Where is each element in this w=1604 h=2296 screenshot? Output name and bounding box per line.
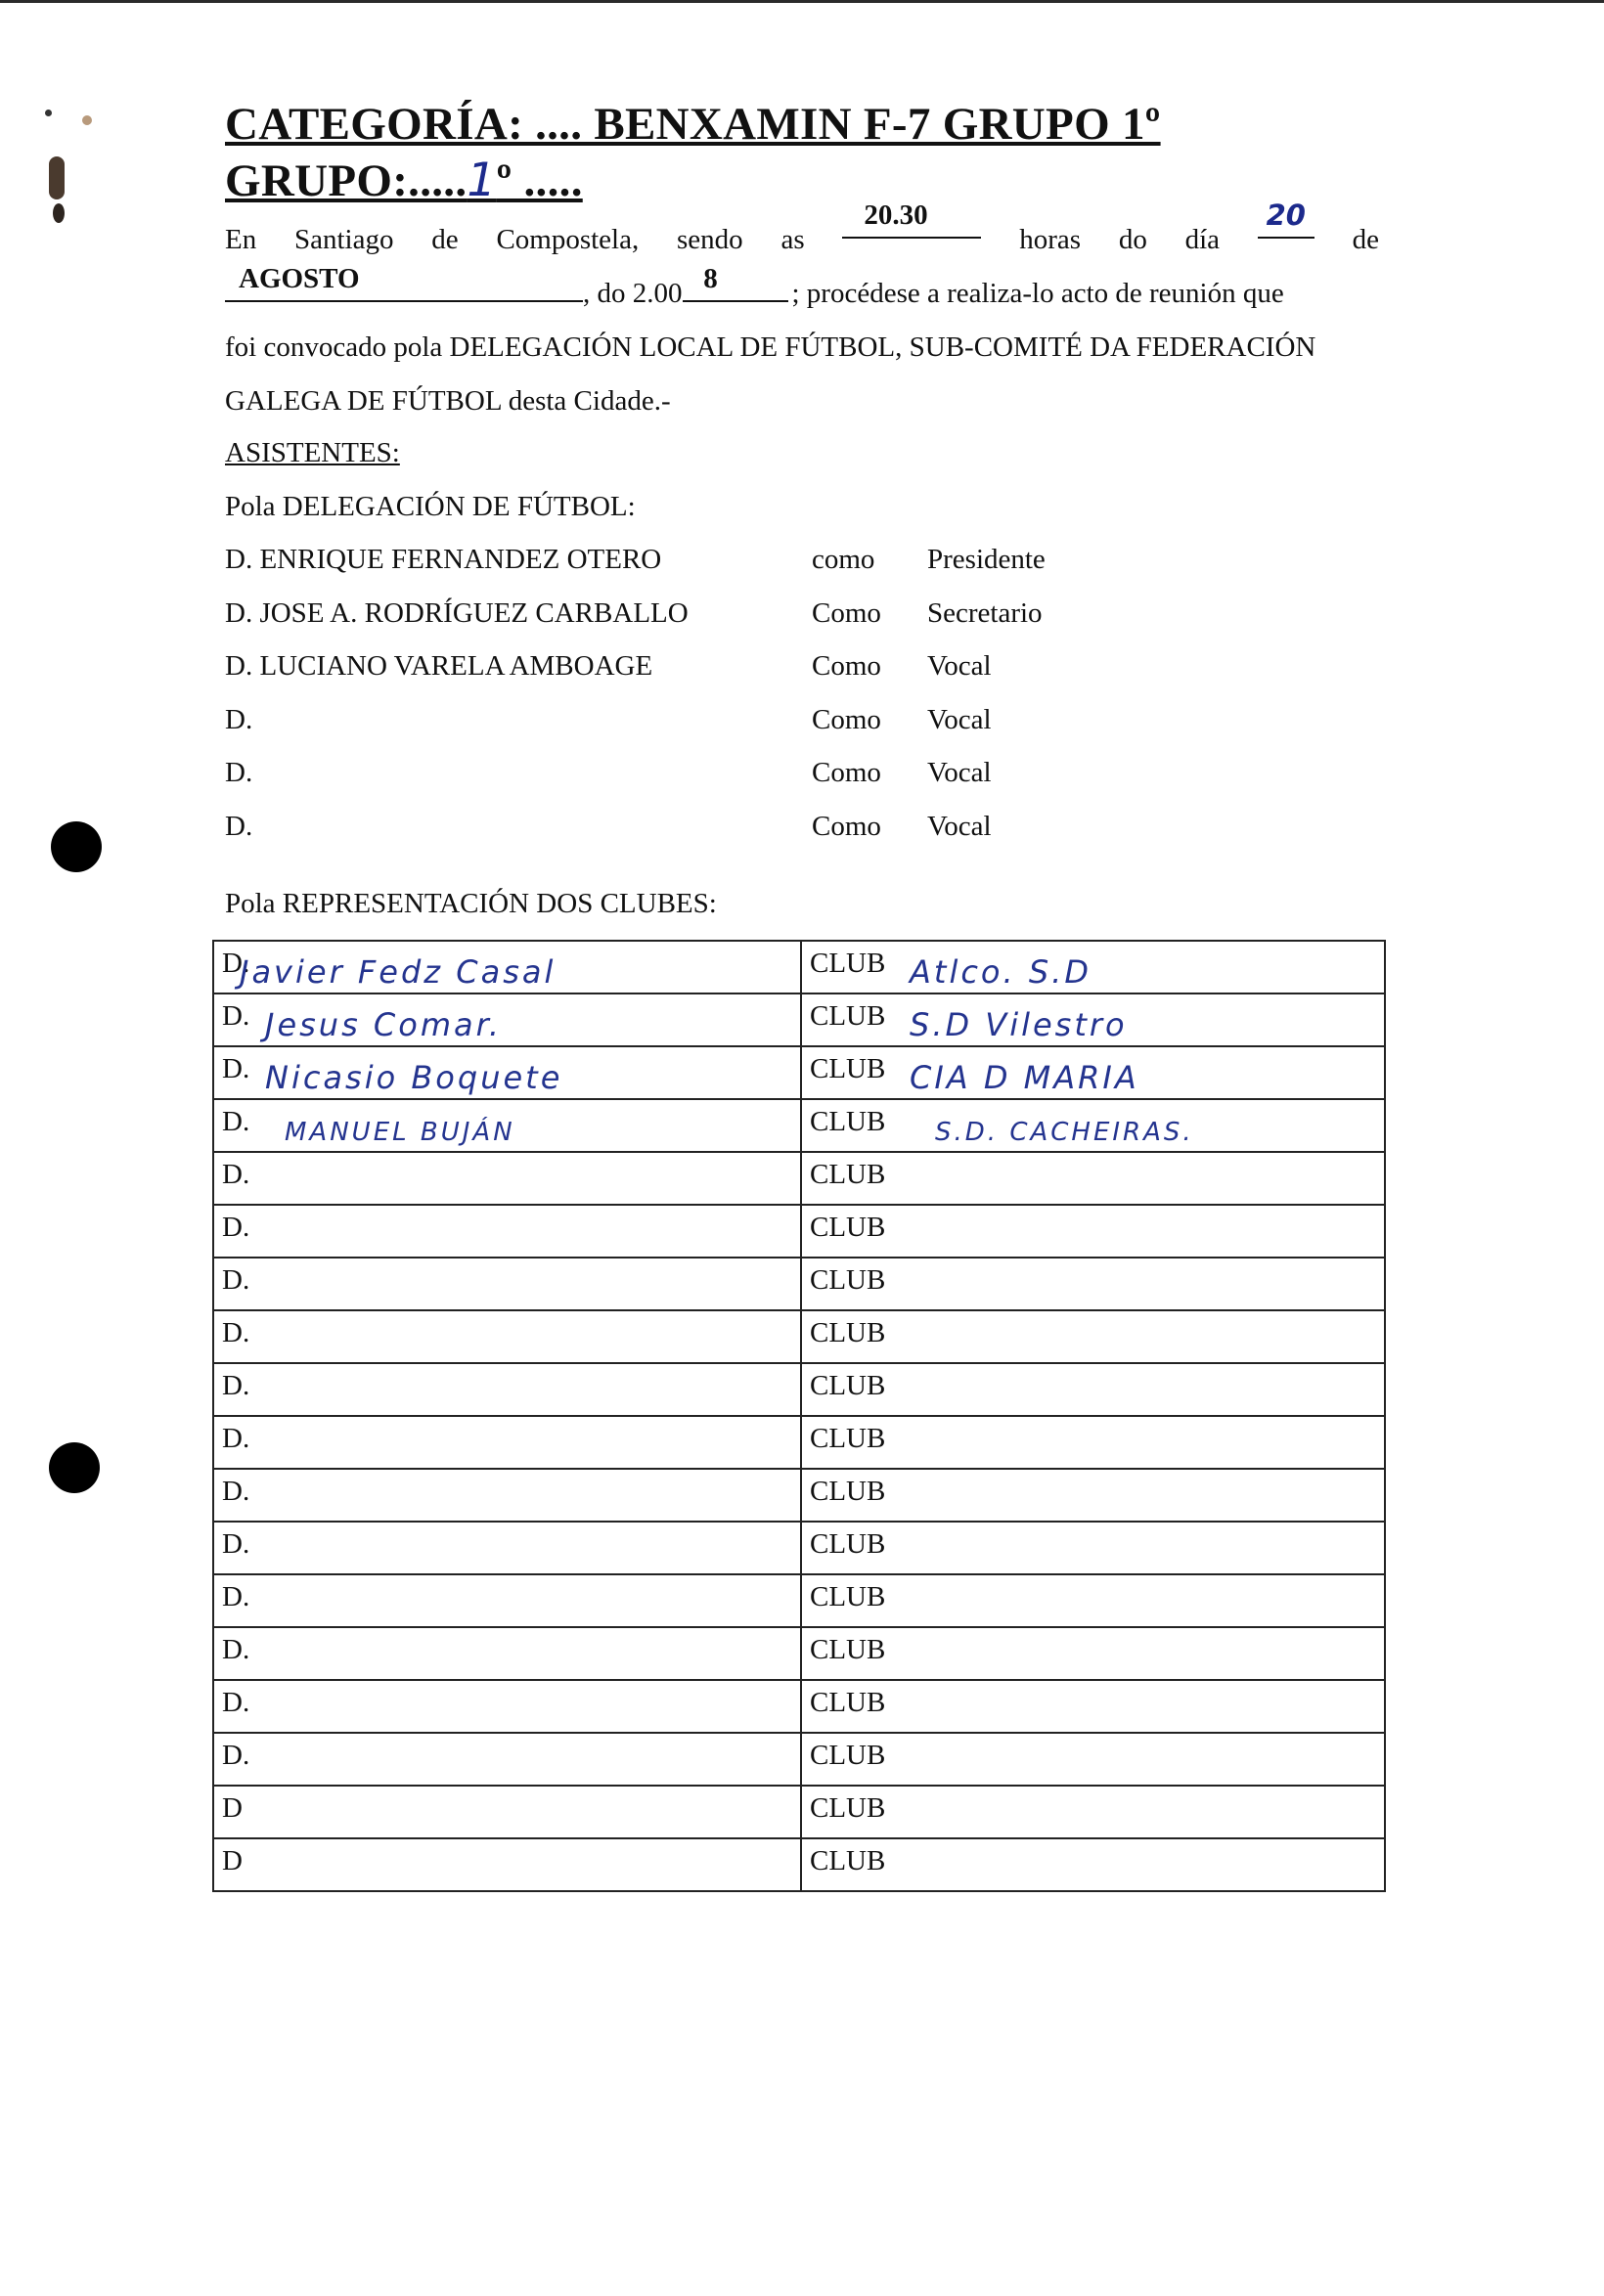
club-name-handwritten: S.D. CACHEIRAS.	[935, 1118, 1194, 1147]
delegacion-member	[225, 800, 1105, 854]
day-value: 20	[1266, 199, 1306, 232]
club-cell[interactable]	[801, 1416, 1385, 1469]
representative-cell[interactable]	[213, 1838, 801, 1891]
representative-signature: MANUEL BUJÁN	[285, 1118, 515, 1147]
categoria-title: CATEGORÍA: .... BENXAMIN F-7 GRUPO 1º	[225, 99, 1161, 150]
representative-cell[interactable]	[213, 1152, 801, 1205]
club-label: CLUB	[810, 1476, 886, 1507]
member-name: D. JOSE A. RODRÍGUEZ CARBALLO	[225, 596, 689, 629]
member-role: Vocal	[927, 650, 992, 683]
club-label: CLUB	[810, 1528, 886, 1560]
club-row	[213, 1469, 1385, 1522]
club-row	[213, 941, 1385, 993]
club-label: CLUB	[810, 1845, 886, 1877]
member-role: Vocal	[927, 811, 992, 842]
member-name: D. LUCIANO VARELA AMBOAGE	[225, 650, 653, 683]
representative-prefix: D.	[222, 1159, 250, 1190]
club-row	[213, 1310, 1385, 1363]
club-cell[interactable]	[801, 1733, 1385, 1786]
punch-hole-bottom	[49, 1442, 100, 1493]
club-row	[213, 1258, 1385, 1310]
club-row	[213, 993, 1385, 1046]
club-cell[interactable]	[801, 1046, 1385, 1099]
representative-prefix: D.	[222, 1634, 250, 1665]
representative-cell[interactable]	[213, 1310, 801, 1363]
representative-prefix: D.	[222, 948, 250, 979]
ink-stain	[49, 156, 65, 199]
representative-prefix: D.	[222, 1423, 250, 1454]
club-cell[interactable]	[801, 1574, 1385, 1627]
intro-line-3: foi convocado pola DELEGACIÓN LOCAL DE FÚTBOL, SUB-COMITÉ DA FEDERACIÓN	[225, 331, 1316, 363]
member-name: D.	[225, 703, 253, 735]
club-row	[213, 1416, 1385, 1469]
representative-cell[interactable]	[213, 1733, 801, 1786]
club-label: CLUB	[810, 1000, 886, 1032]
club-label: CLUB	[810, 1687, 886, 1718]
year-digit: 8	[703, 263, 718, 294]
delegacion-member	[225, 746, 1105, 800]
intro-line-1: En Santiago de Compostela, sendo as 20.30 horas do día 20 de	[225, 213, 1379, 267]
representative-cell[interactable]	[213, 1416, 801, 1469]
club-row	[213, 1363, 1385, 1416]
club-label: CLUB	[810, 1423, 886, 1454]
intro-line-4: GALEGA DE FÚTBOL desta Cidade.-	[225, 385, 671, 417]
club-cell[interactable]	[801, 1310, 1385, 1363]
representative-prefix: D.	[222, 1000, 250, 1032]
club-label: CLUB	[810, 1634, 886, 1665]
member-name: D.	[225, 757, 253, 789]
representative-cell[interactable]	[213, 993, 801, 1046]
club-row	[213, 1733, 1385, 1786]
representative-cell[interactable]	[213, 1786, 801, 1838]
club-cell[interactable]	[801, 1627, 1385, 1680]
member-como: como	[812, 544, 875, 575]
representative-prefix: D.	[222, 1053, 250, 1084]
club-cell[interactable]	[801, 1099, 1385, 1152]
clubes-label: Pola REPRESENTACIÓN DOS CLUBES:	[225, 888, 717, 919]
representative-prefix: D.	[222, 1581, 250, 1612]
intro-paragraph	[225, 199, 1379, 428]
club-name-handwritten: CIA D MARIA	[910, 1059, 1139, 1096]
representative-cell[interactable]	[213, 1627, 801, 1680]
club-label: CLUB	[810, 1740, 886, 1771]
club-row	[213, 1627, 1385, 1680]
grupo-handwritten: 1	[467, 154, 497, 207]
hour-value: 20.30	[864, 199, 928, 231]
club-label: CLUB	[810, 1317, 886, 1348]
delegacion-member	[225, 693, 1105, 747]
representative-prefix: D	[222, 1792, 243, 1824]
club-cell[interactable]	[801, 941, 1385, 993]
club-row	[213, 1522, 1385, 1574]
delegacion-member	[225, 587, 1105, 640]
representative-cell[interactable]	[213, 1574, 801, 1627]
club-row	[213, 1046, 1385, 1099]
club-label: CLUB	[810, 1212, 886, 1243]
representative-prefix: D.	[222, 1106, 250, 1137]
representative-prefix: D.	[222, 1264, 250, 1296]
delegacion-member	[225, 640, 1105, 693]
club-name-handwritten: S.D Vilestro	[910, 1006, 1128, 1043]
club-label: CLUB	[810, 1370, 886, 1401]
grupo-title: GRUPO:.....1º .....	[225, 154, 583, 207]
member-role: Vocal	[927, 757, 992, 789]
representative-signature: Javier Fedz Casal	[240, 953, 557, 991]
club-cell[interactable]	[801, 1680, 1385, 1733]
member-role: Secretario	[927, 596, 1043, 629]
club-row	[213, 1574, 1385, 1627]
representative-cell[interactable]	[213, 1099, 801, 1152]
member-como: Como	[812, 650, 881, 683]
representative-prefix: D.	[222, 1317, 250, 1348]
representative-prefix: D.	[222, 1476, 250, 1507]
delegacion-member	[225, 533, 1105, 587]
club-row	[213, 1680, 1385, 1733]
member-role: Presidente	[927, 544, 1046, 575]
asistentes-heading: ASISTENTES:	[225, 437, 400, 468]
month-value: AGOSTO	[239, 263, 360, 294]
club-label: CLUB	[810, 1264, 886, 1296]
representative-cell[interactable]	[213, 1469, 801, 1522]
representative-cell[interactable]	[213, 1522, 801, 1574]
club-cell[interactable]	[801, 1838, 1385, 1891]
representative-prefix: D.	[222, 1740, 250, 1771]
ink-speck	[82, 115, 92, 125]
ink-speck	[45, 110, 52, 116]
representative-cell[interactable]	[213, 1258, 801, 1310]
punch-hole-top	[51, 821, 102, 872]
member-como: Como	[812, 811, 881, 842]
club-row	[213, 1838, 1385, 1891]
member-como: Como	[812, 703, 881, 735]
club-label: CLUB	[810, 1106, 886, 1137]
club-label: CLUB	[810, 1159, 886, 1190]
representative-cell[interactable]	[213, 1363, 801, 1416]
club-label: CLUB	[810, 1792, 886, 1824]
member-como: Como	[812, 596, 881, 629]
club-row	[213, 1786, 1385, 1838]
club-cell[interactable]	[801, 1363, 1385, 1416]
representative-prefix: D.	[222, 1370, 250, 1401]
club-cell[interactable]	[801, 1258, 1385, 1310]
member-name: D.	[225, 811, 253, 842]
club-cell[interactable]	[801, 1786, 1385, 1838]
club-name-handwritten: Atlco. S.D	[910, 953, 1092, 991]
representative-signature: Jesus Comar.	[265, 1006, 503, 1043]
club-cell[interactable]	[801, 1522, 1385, 1574]
club-cell[interactable]	[801, 1469, 1385, 1522]
representative-cell[interactable]	[213, 1046, 801, 1099]
ink-stain-small	[53, 203, 65, 223]
club-row	[213, 1099, 1385, 1152]
scan-top-edge	[0, 0, 1604, 3]
club-cell[interactable]	[801, 993, 1385, 1046]
representative-cell[interactable]	[213, 941, 801, 993]
member-name: D. ENRIQUE FERNANDEZ OTERO	[225, 544, 662, 575]
representative-prefix: D.	[222, 1212, 250, 1243]
representative-cell[interactable]	[213, 1205, 801, 1258]
member-como: Como	[812, 757, 881, 789]
member-role: Vocal	[927, 703, 992, 735]
delegacion-label: Pola DELEGACIÓN DE FÚTBOL:	[225, 491, 636, 522]
intro-line-2: AGOSTO , do 2.00 8 ; procédese a realiza-lo acto de reunión que	[225, 267, 1379, 321]
club-label: CLUB	[810, 1581, 886, 1612]
club-cell[interactable]	[801, 1205, 1385, 1258]
club-row	[213, 1205, 1385, 1258]
representative-cell[interactable]	[213, 1680, 801, 1733]
club-row	[213, 1152, 1385, 1205]
clubs-table	[212, 940, 1386, 1892]
club-label: CLUB	[810, 948, 886, 979]
club-cell[interactable]	[801, 1152, 1385, 1205]
representative-prefix: D.	[222, 1528, 250, 1560]
representative-prefix: D.	[222, 1687, 250, 1718]
representative-prefix: D	[222, 1845, 243, 1877]
club-label: CLUB	[810, 1053, 886, 1084]
representative-signature: Nicasio Boquete	[265, 1059, 563, 1096]
